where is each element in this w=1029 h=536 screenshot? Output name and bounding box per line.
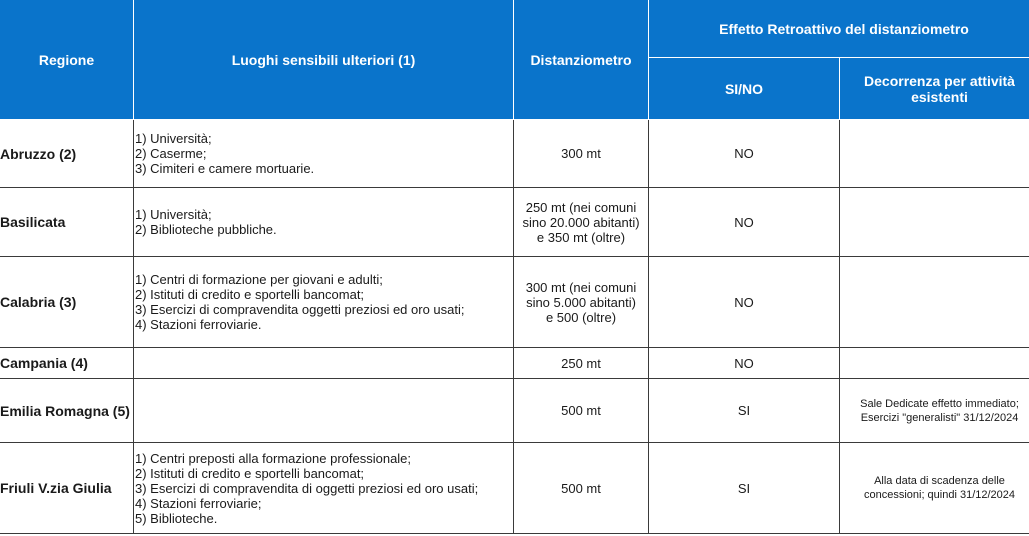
cell-decorrenza xyxy=(840,188,1029,257)
cell-regione: Basilicata xyxy=(0,188,134,257)
cell-si-no: NO xyxy=(649,120,840,188)
cell-si-no: SI xyxy=(649,443,840,534)
cell-si-no: NO xyxy=(649,188,840,257)
distanza-line: e 350 mt (oltre) xyxy=(536,229,626,245)
cell-luoghi-sensibili xyxy=(134,188,514,257)
luogo-item: 5) Biblioteche. xyxy=(135,510,218,526)
table-row xyxy=(0,120,1029,188)
cell-distanziometro xyxy=(514,348,649,379)
cell-decorrenza xyxy=(840,379,1029,443)
luogo-item: 3) Esercizi di compravendita di oggetti preziosi ed oro usati; xyxy=(135,480,479,496)
distanza-line: sino 5.000 abitanti) xyxy=(526,294,636,310)
cell-si-no: NO xyxy=(649,257,840,348)
table-row xyxy=(0,443,1029,534)
header-distanziometro: Distanziometro xyxy=(514,0,649,120)
header-effetto-retroattivo: Effetto Retroattivo del distanziometro xyxy=(649,0,1029,58)
cell-regione: Friuli V.zia Giulia xyxy=(0,443,134,534)
luogo-item: 1) Università; xyxy=(135,207,212,222)
distanza-line: 500 mt xyxy=(561,403,601,418)
cell-si-no: SI xyxy=(649,379,840,443)
distanza-line: e 500 (oltre) xyxy=(545,309,617,325)
luogo-item: 1) Centri preposti alla formazione professionale; xyxy=(135,450,412,466)
table-row xyxy=(0,188,1029,257)
distanza-line: sino 20.000 abitanti) xyxy=(522,214,640,230)
cell-regione: Emilia Romagna (5) xyxy=(0,379,134,443)
distanza-line: 300 mt xyxy=(561,146,601,161)
luogo-item: 4) Stazioni ferroviarie. xyxy=(135,317,262,332)
luogo-item: 2) Istituti di credito e sportelli bancomat; xyxy=(135,465,365,481)
cell-decorrenza xyxy=(840,120,1029,188)
cell-decorrenza xyxy=(840,257,1029,348)
cell-decorrenza xyxy=(840,443,1029,534)
luogo-item: 3) Esercizi di compravendita oggetti preziosi ed oro usati; xyxy=(135,302,465,317)
decorrenza-line: Esercizi "generalisti" 31/12/2024 xyxy=(860,411,1019,424)
distanza-line: 250 mt (nei comuni xyxy=(525,199,637,215)
distanza-line: 250 mt xyxy=(561,355,601,371)
cell-distanziometro xyxy=(514,443,649,534)
table-row xyxy=(0,379,1029,443)
cell-luoghi-sensibili xyxy=(134,348,514,379)
cell-regione: Abruzzo (2) xyxy=(0,120,134,188)
header-decorrenza: Decorrenza per attività esistenti xyxy=(840,58,1029,120)
luogo-item: 2) Istituti di credito e sportelli bancomat; xyxy=(135,287,365,302)
header-si-no: SI/NO xyxy=(649,58,840,120)
table-header xyxy=(0,0,1029,120)
cell-decorrenza xyxy=(840,348,1029,379)
table-row xyxy=(0,348,1029,379)
luogo-item: 3) Cimiteri e camere mortuarie. xyxy=(135,161,315,176)
cell-distanziometro xyxy=(514,257,649,348)
header-luoghi-sensibili: Luoghi sensibili ulteriori (1) xyxy=(134,0,514,120)
cell-luoghi-sensibili xyxy=(134,120,514,188)
luogo-item: 1) Università; xyxy=(135,131,212,146)
distanza-line: 300 mt (nei comuni xyxy=(525,279,637,295)
header-regione: Regione xyxy=(0,0,134,120)
luogo-item: 4) Stazioni ferroviarie; xyxy=(135,495,262,511)
cell-luoghi-sensibili xyxy=(134,257,514,348)
decorrenza-line: concessioni; quindi 31/12/2024 xyxy=(863,489,1016,501)
cell-si-no: NO xyxy=(649,348,840,379)
cell-luoghi-sensibili xyxy=(134,443,514,534)
cell-regione: Campania (4) xyxy=(0,348,134,379)
distanza-line: 500 mt xyxy=(561,480,601,496)
luogo-item: 1) Centri di formazione per giovani e adulti; xyxy=(135,272,383,287)
decorrenza-line: Sale Dedicate effetto immediato; xyxy=(860,397,1019,410)
table-body xyxy=(0,120,1029,534)
table-row xyxy=(0,257,1029,348)
luogo-item: 2) Biblioteche pubbliche. xyxy=(135,222,277,237)
cell-distanziometro xyxy=(514,188,649,257)
cell-regione: Calabria (3) xyxy=(0,257,134,348)
cell-luoghi-sensibili xyxy=(134,379,514,443)
cell-distanziometro xyxy=(514,120,649,188)
decorrenza-line: Alla data di scadenza delle xyxy=(874,475,1005,487)
luogo-item: 2) Caserme; xyxy=(135,146,207,161)
cell-distanziometro xyxy=(514,379,649,443)
